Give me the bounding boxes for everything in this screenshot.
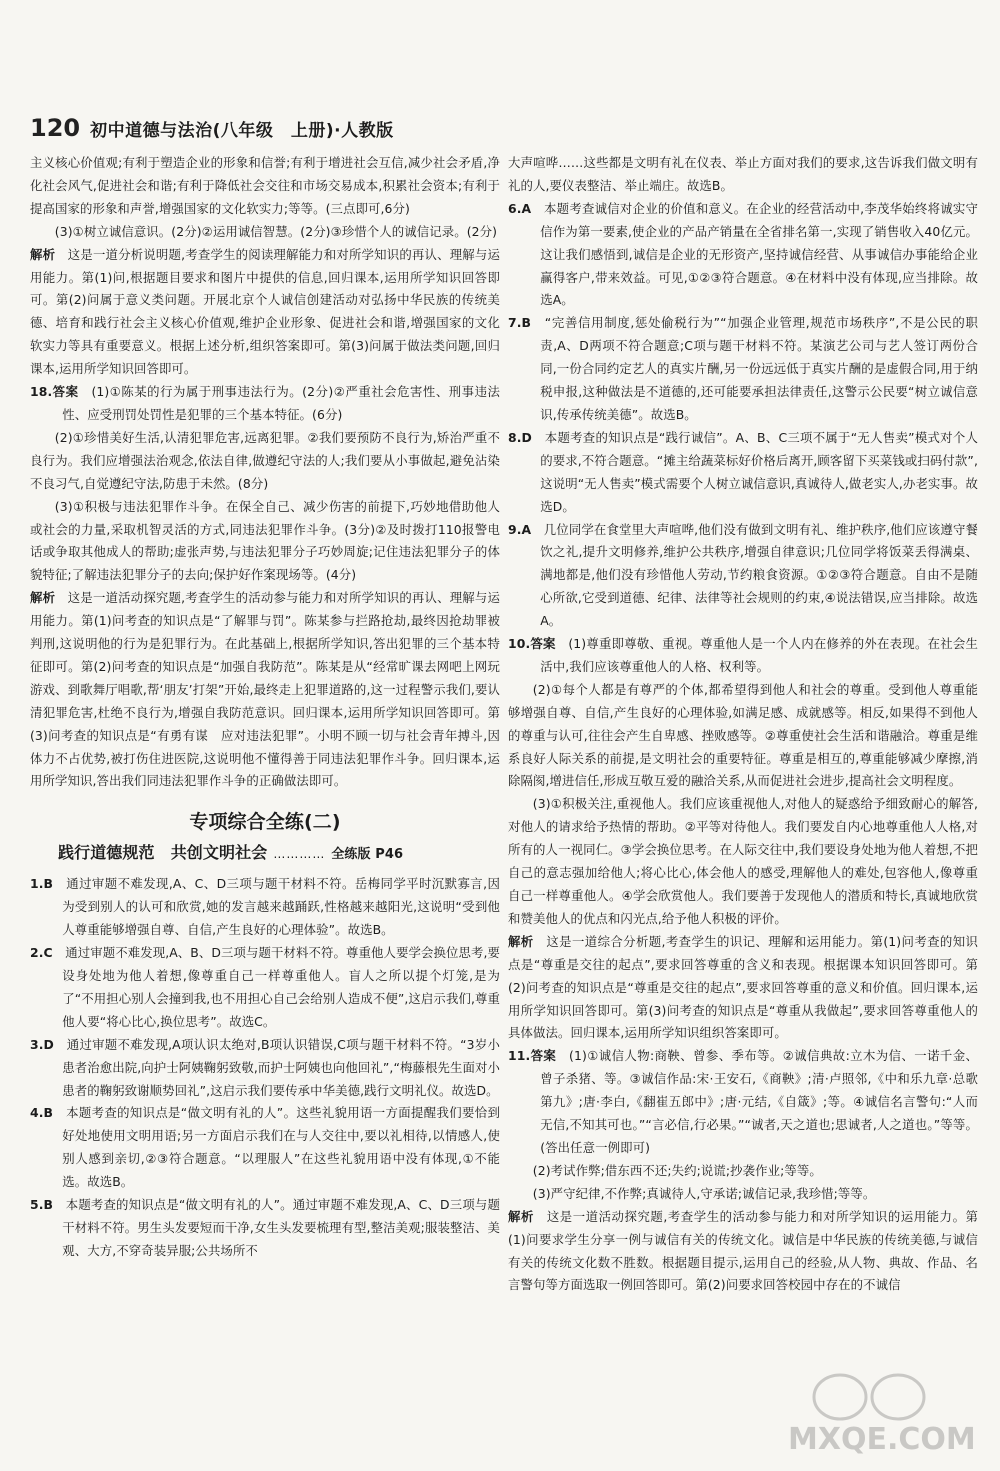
explanation xyxy=(508,1206,978,1298)
answer-text: 几位同学在食堂里大声喧哗,他们没有做到文明有礼、维护秩序,他们应该遵守餐饮之礼,提升文明修养,维护公共秩序,增强自律意识;几位同学将饭菜丢得满桌、满地都是,他们没有珍惜他人劳动,节约粮食资源。①②③符合题意。自由不是随心所欲,它受到道德、纪律、法律等社会规则的约束,④说法错误,应当排除。故选A。 xyxy=(540,521,978,629)
explanation-label: 解析 xyxy=(508,933,534,949)
explanation-label: 解析 xyxy=(30,590,56,606)
question-number: 8.D xyxy=(508,429,532,445)
answer-8 xyxy=(508,427,978,519)
answer-text: 本题考查诚信对企业的价值和意义。在企业的经营活动中,李茂华始终将诚实守信作为第一要素,使企业的产品产销量在全省排名第一,实现了销售收入40亿元。这让我们感悟到,诚信是企业的无形资产,坚持诚信经营、从事诚信办事能给企业赢得客户,带来效益。可见,①②③符合题意。④在材料中没有体现,应当排除。故选A。 xyxy=(540,200,978,308)
question-number: 2.C xyxy=(30,945,53,961)
explanation-text: 这是一道活动探究题,考查学生的活动参与能力和对所学知识的再认、理解与运用能力。第(1)问考查的知识点是“了解罪与罚”。陈某参与拦路抢劫,最终因抢劫罪被判刑,这说明他的行为是犯罪行为。在此基础上,根据所学知识,答出犯罪的三个基本特征即可。第(2)问考查的知识点是“加强自我防范”。陈某是从“经常旷课去网吧上网玩游戏、到歌舞厅唱歌,帮‘朋友’打架”开始,最终走上犯罪道路的,这一过程警示我们,要认清犯罪危害,杜绝不良行为,增强自我防范意识。回归课本,运用所学知识回答即可。第(3)问考查的知识点是“有勇有谋 应对违法犯罪”。小明不顾一切与社会青年搏斗,因体力不占优势,被打伤住进医院,这说明他不懂得善于同违法犯罪作斗争。回归课本,运用所学知识,答出我们同违法犯罪作斗争的正确做法即可。 xyxy=(30,590,500,789)
explanation-label: 解析 xyxy=(30,246,56,262)
paragraph: (2)①珍惜美好生活,认清犯罪危害,远离犯罪。②我们要预防不良行为,矫治严重不良行为。我们应增强法治观念,依法自律,做遵纪守法的人;我们要从小事做起,避免沾染不良习气,自觉遵纪守法,防患于未然。(8分) xyxy=(30,429,500,491)
explanation-text: 这是一道综合分析题,考查学生的识记、理解和运用能力。第(1)问考查的知识点是“尊重是交往的起点”,要求回答尊重的含义和表现。根据课本知识回答即可。第(2)问考查的知识点是“尊重是交往的起点”,要求回答尊重的意义和价值。回归课本,运用所学知识回答即可。第(3)问考查的知识点是“尊重从我做起”,要求回答尊重他人的具体做法。回归课本,运用所学知识组织答案即可。 xyxy=(508,933,978,1041)
paragraph: 主义核心价值观;有利于塑造企业的形象和信誉;有利于增进社会互信,减少社会矛盾,净化社会风气,促进社会和谐;有利于降低社会交往和市场交易成本,积累社会资本;有利于提高国家的形象和声誉,增强国家的文化软实力;等等。(三点即可,6分) xyxy=(30,155,500,216)
question-number: 7.B xyxy=(508,315,532,331)
explanation-text: 这是一道分析说明题,考查学生的阅读理解能力和对所学知识的再认、理解与运用能力。第(1)问,根据题目要求和图片中提供的信息,回归课本,运用所学知识回答即可。第(2)问属于意义类问题。开展北京个人诚信创建活动对弘扬中华民族的传统美德、培育和践行社会主义核心价值观,维护企业形象、促进社会和谐,增强国家的文化软实力等具有重要意义。根据上述分析,组织答案即可。第(3)问属于做法类问题,回归课本,运用所学知识回答即可。 xyxy=(30,246,500,377)
answer-text: 本题考查的知识点是“做文明有礼的人”。通过审题不难发现,A、C、D三项与题干材料不符。男生头发要短而干净,女生头发要梳理有型,整洁美观;服装整洁、美观、大方,不穿奇装异服;公共场所不 xyxy=(62,1197,500,1258)
page-number: 120 xyxy=(30,114,81,142)
paragraph: (3)严守纪律,不作弊;真诚待人,守承诺;诚信记录,我珍惜;等等。 xyxy=(532,1185,876,1201)
paragraph: (2)①每个人都是有尊严的个体,都希望得到他人和社会的尊重。受到他人尊重能够增强自尊、自信,产生良好的心理体验,如满足感、成就感等。相反,如果得不到他人的尊重与认可,往往会产生自卑感、挫败感等。②尊重使社会生活和谐融洽。尊重是维系良好人际关系的前提,是文明社会的重要特征。尊重是相互的,尊重能够减少摩擦,消除隔阂,增进信任,形成互敬互爱的融洽关系,从而促进社会进步,提高社会文明程度。 xyxy=(508,681,978,789)
question-number: 3.D xyxy=(30,1036,54,1052)
section-subtitle-row xyxy=(30,839,500,869)
explanation-text: 这是一道活动探究题,考查学生的活动参与能力和对所学知识的运用能力。第(1)问要求学生分享一例与诚信有关的传统文化。诚信是中华民族的传统美德,与诚信有关的传统文化数不胜数。根据题目提示,运用自己的经验,从人物、典故、作品、名言警句等方面选取一例回答即可。第(2)问要求回答校园中存在的不诚信 xyxy=(508,1208,978,1293)
answer-5 xyxy=(30,1194,500,1263)
explanation xyxy=(30,587,500,793)
answer-2 xyxy=(30,942,500,1034)
page-header xyxy=(30,110,970,146)
answer-text: 通过审题不难发现,A、B、D三项与题干材料不符。尊重他人要学会换位思考,要设身处地为他人着想,像尊重自己一样尊重他人。盲人之所以提个灯笼,是为了“不用担心别人会撞到我,也不用担心自己会给别人造成不便”,这启示我们,尊重他人要“将心比心,换位思考”。故选C。 xyxy=(62,945,500,1029)
question-number: 18.答案 xyxy=(30,384,79,400)
question-number: 10.答案 xyxy=(508,636,556,652)
paragraph: (3)①积极关注,重视他人。我们应该重视他人,对他人的疑惑给予细致耐心的解答,对他人的请求给予热情的帮助。②平等对待他人。我们要发自内心地尊重他人人格,对所有的人一视同仁。③学会换位思考。在人际交往中,我们要设身处地为他人着想,不把自己的意志强加给他人;将心比心,体会他人的感受,理解他人的难处,包容他人,像尊重自己一样尊重他人。④学会欣赏他人。我们要善于发现他人的潜质和特长,真诚地欣赏和赞美他人的优点和闪光点,给予他人积极的评价。 xyxy=(508,796,978,926)
question-number: 5.B xyxy=(30,1197,54,1213)
answer-text: 通过审题不难发现,A项认识太绝对,B项认识错误,C项与题干材料不符。“3岁小患者治愈出院,向护士阿姨鞠躬致敬,而护士阿姨也向他回礼”,“梅藤根先生面对小患者的鞠躬致谢顺势回礼”,这启示我们要传承中华美德,践行文明礼仪。故选D。 xyxy=(62,1036,500,1098)
answer-18 xyxy=(30,381,500,427)
page-title: 初中道德与法治(八年级 上册)·人教版 xyxy=(90,120,394,141)
answer-4 xyxy=(30,1102,500,1194)
watermark-ring xyxy=(814,1375,866,1419)
answer-6 xyxy=(508,198,978,313)
question-number: 1.B xyxy=(30,876,54,892)
leader-dots: ………… xyxy=(273,847,326,862)
paragraph: (3)①树立诚信意识。(2分)②运用诚信智慧。(2分)③珍惜个人的诚信记录。(2分) xyxy=(54,223,498,239)
paragraph: (2)考试作弊;借东西不还;失约;说谎;抄袭作业;等等。 xyxy=(532,1162,822,1178)
answer-11 xyxy=(508,1045,978,1160)
answer-text: (1)①诚信人物:商鞅、曾参、季布等。②诚信典故:立木为信、一诺千金、曾子杀猪、等。③诚信作品:宋·王安石,《商鞅》;清·卢照邻,《中和乐九章·总歌第九》;唐·李白,《翻崔五郎中》;唐·元结,《自箴》;等。④诚信名言警句:“人而无信,不知其可也。”“言必信,行必果。”“诚者,天之道也;思诚者,人之道也。”等等。(答出任意一例即可) xyxy=(540,1048,979,1155)
paragraph: 大声喧哗……这些都是文明有礼在仪表、举止方面对我们的要求,这告诉我们做文明有礼的人,要仪表整洁、举止端庄。故选B。 xyxy=(508,155,978,193)
section-title: 专项综合全练(二) xyxy=(189,811,341,834)
explanation-label: 解析 xyxy=(508,1208,534,1224)
answer-3 xyxy=(30,1034,500,1103)
answer-text: 通过审题不难发现,A、C、D三项与题干材料不符。岳梅同学平时沉默寡言,因为受到别人的认可和欣赏,她的发言越来越踊跃,性格越来越阳光,这说明“受到他人尊重能够增强自尊、自信,产生良好的心理体验”。故选B。 xyxy=(62,876,500,938)
paragraph: (3)①积极与违法犯罪作斗争。在保全自己、减少伤害的前提下,巧妙地借助他人或社会的力量,采取机智灵活的方式,同违法犯罪作斗争。(3分)②及时拨打110报警电话或争取其他成人的帮助;虚张声势,与违法犯罪分子巧妙周旋;记住违法犯罪分子的体貌特征;了解违法犯罪分子的去向;保护好作案现场等。(4分) xyxy=(30,498,500,583)
section-subtitle: 践行道德规范 共创文明社会 xyxy=(58,843,268,863)
explanation xyxy=(508,931,978,1046)
answer-text: (1)尊重即尊敬、重视。尊重他人是一个人内在修养的外在表现。在社会生活中,我们应该尊重他人的人格、权利等。 xyxy=(540,636,978,674)
answer-9 xyxy=(508,519,978,634)
answer-text: 本题考查的知识点是“做文明有礼的人”。这些礼貌用语一方面提醒我们要恰到好处地使用文明用语;另一方面启示我们在与人交往中,要以礼相待,以情感人,使别人感到亲切,②③符合题意。“以理服人”在这些礼貌用语中没有体现,①不能选。故选B。 xyxy=(62,1105,500,1190)
answer-text: 本题考查的知识点是“践行诚信”。A、B、C三项不属于“无人售卖”模式对个人的要求,不符合题意。“摊主给蔬菜标好价格后离开,顾客留下买菜钱或扫码付款”,这说明“无人售卖”模式需要个人树立诚信意识,真诚待人,做老实人,办老实事。故选D。 xyxy=(540,429,978,514)
question-number: 11.答案 xyxy=(508,1048,557,1064)
question-number: 4.B xyxy=(30,1105,54,1121)
answer-10 xyxy=(508,633,978,679)
answer-text: “完善信用制度,惩处偷税行为”“加强企业管理,规范市场秩序”,不是公民的职责,A、D两项不符合题意;C项与题干材料不符。某演艺公司与艺人签订两份合同,一份合同约定艺人的真实片酬,另一份远远低于真实片酬的是虚假合同,用于纳税申报,这种做法是不道德的,还可能要承担法律责任,这警示公民要“树立诚信意识,传承传统美德”。故选B。 xyxy=(540,315,978,422)
watermark-logo xyxy=(780,1367,980,1457)
answer-1 xyxy=(30,873,500,942)
question-number: 9.A xyxy=(508,521,532,537)
section-reference: 全练版 P46 xyxy=(331,847,404,863)
left-column xyxy=(30,152,500,1263)
watermark-text: MXQE.COM xyxy=(788,1422,976,1457)
answer-7 xyxy=(508,312,978,427)
question-number: 6.A xyxy=(508,200,532,216)
watermark-ring xyxy=(872,1375,924,1419)
explanation xyxy=(30,244,500,381)
right-column xyxy=(508,152,978,1297)
answer-text: (1)①陈某的行为属于刑事违法行为。(2分)②严重社会危害性、刑事违法性、应受刑罚处罚性是犯罪的三个基本特征。(6分) xyxy=(62,384,500,422)
